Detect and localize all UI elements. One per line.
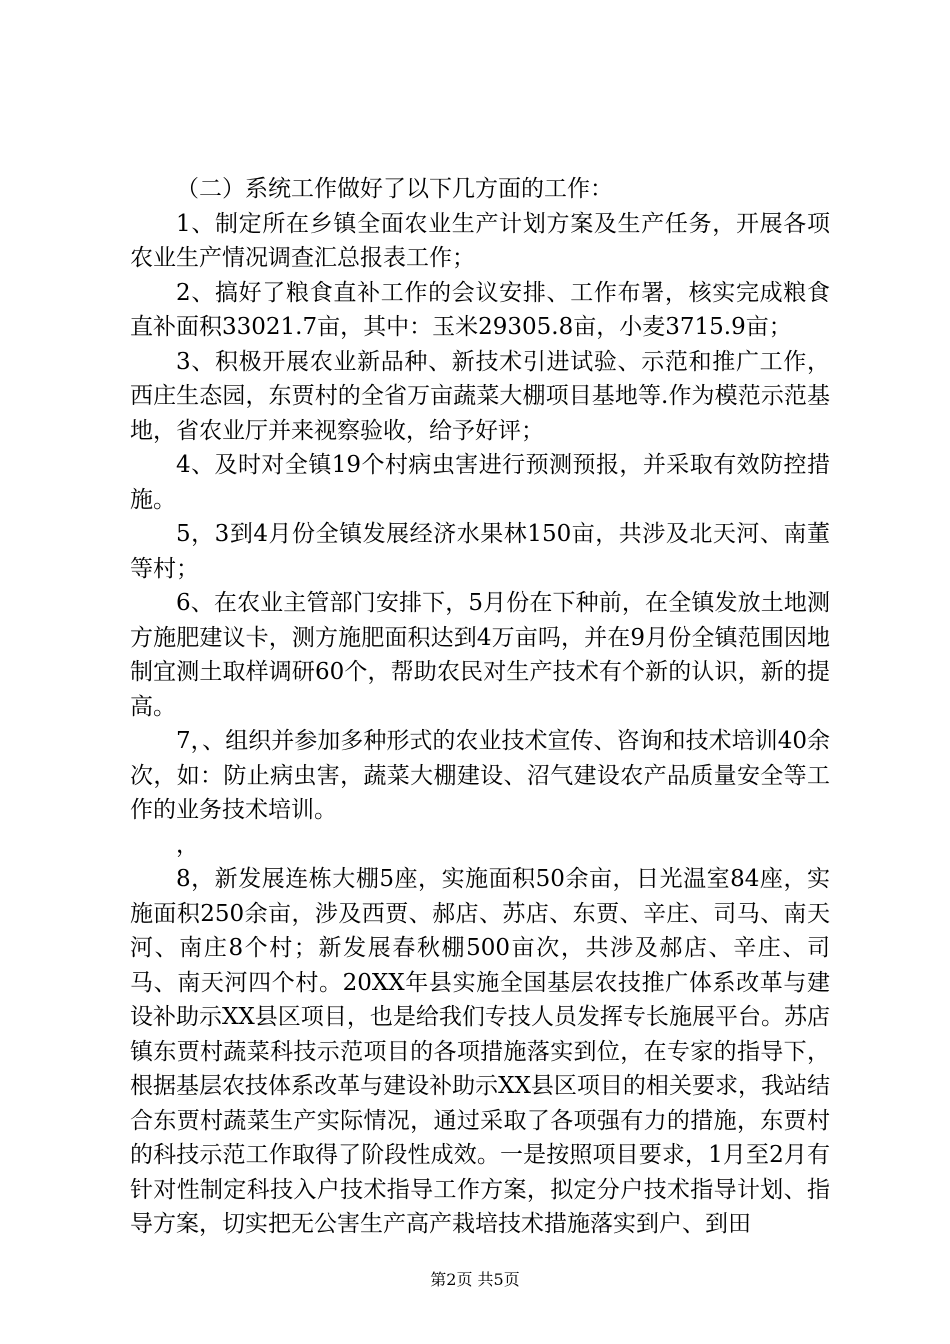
paragraph-section-heading: （二）系统工作做好了以下几方面的工作：: [176, 176, 613, 202]
page-footer: [0, 1270, 950, 1290]
paragraph-item-7: 7，、组织并参加多种形式的农业技术宣传、咨询和技术培训40余次，如：防止病虫害，蔬菜大棚建设、沼气建设农产品质量安全等工作的业务技术培训。: [130, 728, 830, 823]
paragraph-item-4: 4、及时对全镇19个村病虫害进行预测预报，并采取有效防控措施。: [130, 452, 830, 513]
page-number: 第2页: [430, 1270, 473, 1289]
document-body: [130, 172, 830, 1242]
paragraph-item-1: 1、制定所在乡镇全面农业生产计划方案及生产任务，开展各项农业生产情况调查汇总报表工作；: [130, 210, 830, 271]
paragraph-item-3: 3、积极开展农业新品种、新技术引进试验、示范和推广工作，西庄生态园，东贾村的全省万亩蔬菜大棚项目基地等.作为模范示范基地，省农业厅并来视察验收，给予好评；: [130, 348, 830, 444]
paragraph-item-6: 6、在农业主管部门安排下，5月份在下种前，在全镇发放土地测方施肥建议卡，测方施肥面积达到4万亩吗，并在9月份全镇范围因地制宜测土取样调研60个，帮助农民对生产技术有个新的认识，新的提高。: [130, 590, 830, 720]
paragraph-item-8: 8，新发展连栋大棚5座，实施面积50余亩，日光温室84座，实施面积250余亩，涉及西贾、郝店、苏店、东贾、辛庄、司马、南天河、南庄8个村；新发展春秋棚500亩次，共涉及郝店、辛庄、司马、南天河四个村。20XX年县实施全国基层农技推广体系改革与建设补助示XX县区项目，也是给我们专技人员发挥专长施展平台。苏店镇东贾村蔬菜科技示范项目的各项措施落实到位，在专家的指导下，根据基层农技体系改革与建设补助示XX县区项目的相关要求，我站结合东贾村蔬菜生产实际情况，通过采取了各项强有力的措施，东贾村的科技示范工作取得了阶段性成效。一是按照项目要求，1月至2月有针对性制定科技入户技术指导工作方案，拟定分户技术指导计划、指导方案，切实把无公害生产高产栽培技术措施落实到户、到田: [130, 866, 830, 1237]
paragraph-item-5: 5，3到4月份全镇发展经济水果林150亩，共涉及北天河、南董等村；: [130, 521, 830, 582]
page-total: 共5页: [477, 1270, 520, 1289]
paragraph-item-2: 2、搞好了粮食直补工作的会议安排、工作布署，核实完成粮食直补面积33021.7亩，其中：玉米29305.8亩，小麦3715.9亩；: [130, 279, 830, 340]
paragraph-stray-comma: ，: [176, 831, 199, 858]
